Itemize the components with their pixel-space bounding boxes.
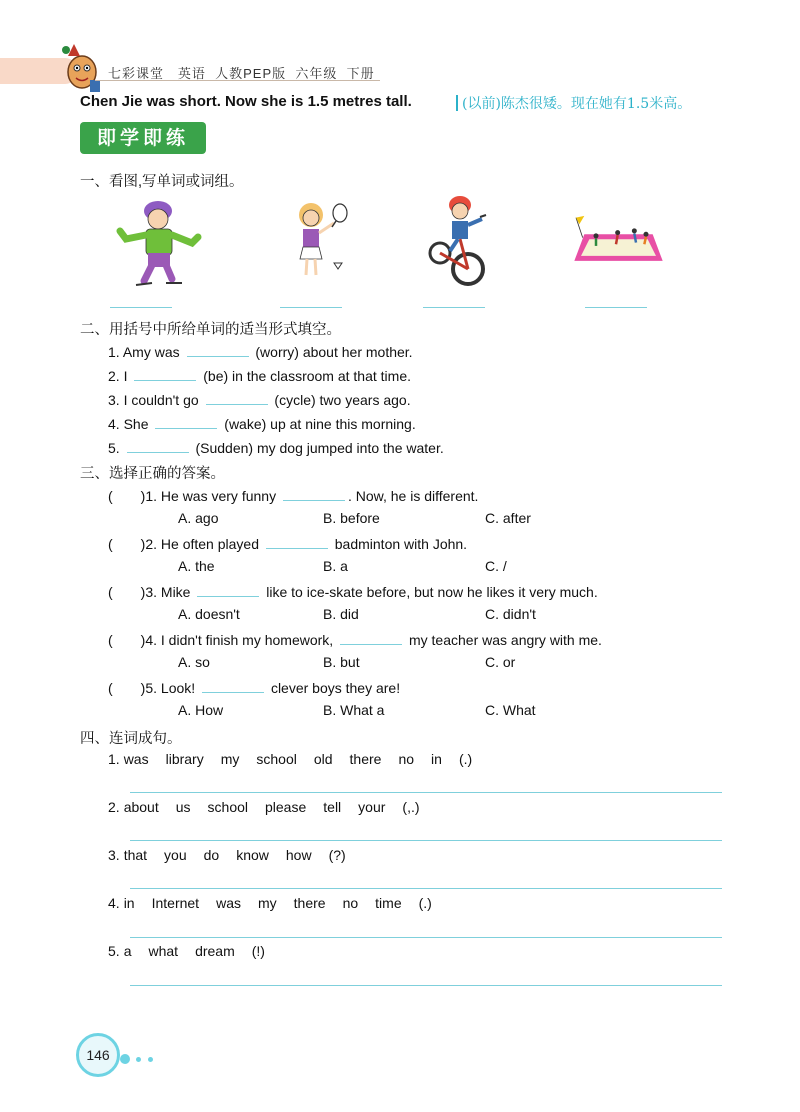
item-number: 3.	[108, 392, 120, 408]
choice-item-2	[108, 534, 467, 552]
answer-paren-open[interactable]: (	[108, 680, 113, 696]
option-b[interactable]: B. but	[323, 654, 360, 670]
item-text-after: clever boys they are!	[270, 680, 401, 696]
choice-item-3	[108, 582, 598, 600]
reorder-item-2	[108, 799, 437, 815]
item-number: 5.	[108, 440, 120, 456]
fill-blank[interactable]	[206, 390, 268, 405]
badminton-girl-icon	[276, 193, 376, 288]
item-text-before: Look!	[160, 680, 196, 696]
decor-dot	[148, 1057, 153, 1062]
item-text-after: (cycle) two years ago.	[274, 392, 411, 408]
option-a[interactable]: A. doesn't	[178, 606, 240, 622]
section4-title: 四、连词成句。	[80, 731, 182, 747]
word: do	[203, 847, 220, 863]
word: what	[148, 943, 179, 959]
cycling-boy-icon	[420, 193, 520, 288]
choice-item-1	[108, 486, 478, 504]
item-number: 5.	[108, 943, 120, 959]
option-c[interactable]: C. /	[485, 558, 507, 574]
decor-dot	[136, 1057, 141, 1062]
item-text-after: like to ice-skate before, but now he likes it very much.	[266, 584, 598, 600]
word: tell	[323, 799, 342, 815]
section3-title: 三、选择正确的答案。	[80, 466, 225, 482]
fill-blank[interactable]	[202, 678, 264, 693]
word: a	[123, 943, 132, 959]
word: library	[165, 751, 204, 767]
header-divider	[95, 80, 380, 81]
word: know	[236, 847, 269, 863]
item-text-after: badminton with John.	[334, 536, 468, 552]
word: my	[257, 895, 277, 911]
item-text-after: (be) in the classroom at that time.	[203, 368, 412, 384]
punctuation-hint: (.)	[458, 751, 473, 767]
answer-paren-open[interactable]: (	[108, 536, 113, 552]
fill-blank[interactable]	[283, 486, 345, 501]
word: in	[123, 895, 135, 911]
header-grade: 六年级	[295, 66, 338, 81]
item-text-before: He often played	[160, 536, 259, 552]
option-a[interactable]: A. ago	[178, 510, 219, 526]
choice-item-5	[108, 678, 400, 696]
item-text-before: I	[123, 368, 128, 384]
option-c[interactable]: C. What	[485, 702, 536, 718]
writing-line-1[interactable]	[130, 792, 722, 793]
fill-item-1	[108, 342, 413, 360]
word: was	[123, 751, 149, 767]
answer-paren-open[interactable]: (	[108, 584, 113, 600]
item-text-before: I didn't finish my homework,	[160, 632, 334, 648]
section2-title: 二、用括号中所给单词的适当形式填空。	[80, 322, 341, 338]
item-text-before: I couldn't go	[123, 392, 199, 408]
intro-divider	[456, 95, 458, 111]
reorder-item-3	[108, 847, 363, 863]
section1-title: 一、看图,写单词或词组。	[80, 174, 244, 190]
answer-paren-open[interactable]: (	[108, 488, 113, 504]
word: us	[175, 799, 191, 815]
item-number: 3.	[108, 847, 120, 863]
writing-line-5[interactable]	[130, 985, 722, 986]
word: about	[123, 799, 159, 815]
word: was	[216, 895, 241, 911]
answer-line-3[interactable]	[423, 307, 485, 308]
fill-blank[interactable]	[155, 414, 217, 429]
option-b[interactable]: B. What a	[323, 702, 385, 718]
item-text-before: He was very funny	[160, 488, 277, 504]
answer-line-1[interactable]	[110, 307, 172, 308]
word: please	[265, 799, 307, 815]
choice-item-4	[108, 630, 602, 648]
fill-item-4	[108, 414, 416, 432]
mascot-icon	[54, 40, 114, 95]
option-a[interactable]: A. so	[178, 654, 210, 670]
fill-blank[interactable]	[266, 534, 328, 549]
intro-english: Chen Jie was short. Now she is 1.5 metres tall.	[80, 93, 412, 110]
decor-dot	[120, 1054, 130, 1064]
fill-item-2	[108, 366, 411, 384]
word: my	[220, 751, 240, 767]
header-subject: 英语	[177, 66, 206, 81]
word: that	[123, 847, 148, 863]
item-text-after: (wake) up at nine this morning.	[224, 416, 416, 432]
item-number: 2.	[108, 799, 120, 815]
page-number: 146	[76, 1033, 120, 1077]
word: old	[313, 751, 333, 767]
reorder-item-1	[108, 751, 489, 767]
option-a[interactable]: A. the	[178, 558, 215, 574]
writing-line-2[interactable]	[130, 840, 722, 841]
item-number: 4.	[108, 416, 120, 432]
fill-blank[interactable]	[187, 342, 249, 357]
item-number: 1.	[108, 751, 120, 767]
writing-line-4[interactable]	[130, 937, 722, 938]
item-number: )3.	[140, 584, 158, 600]
item-number: 2.	[108, 368, 120, 384]
fill-blank[interactable]	[340, 630, 402, 645]
fill-blank[interactable]	[197, 582, 259, 597]
option-c[interactable]: C. or	[485, 654, 516, 670]
header-edition: 人教PEP版	[215, 66, 287, 81]
word: time	[375, 895, 402, 911]
word: there	[349, 751, 382, 767]
item-text-before: She	[123, 416, 149, 432]
fill-item-5	[108, 438, 444, 456]
item-number: )2.	[140, 536, 158, 552]
punctuation-hint: (.)	[418, 895, 432, 911]
word: in	[431, 751, 442, 767]
option-a[interactable]: A. How	[178, 702, 224, 718]
word: no	[398, 751, 415, 767]
item-number: )1.	[140, 488, 158, 504]
item-number: 4.	[108, 895, 120, 911]
item-text-after: (Sudden) my dog jumped into the water.	[195, 440, 444, 456]
practice-badge: 即学即练	[80, 122, 206, 154]
word: school	[207, 799, 248, 815]
item-text-before: Amy was	[122, 344, 180, 360]
item-text-after: my teacher was angry with me.	[408, 632, 602, 648]
header-volume: 下册	[346, 66, 375, 81]
fill-blank[interactable]	[134, 366, 196, 381]
word: Internet	[151, 895, 200, 911]
word: you	[164, 847, 187, 863]
word: how	[285, 847, 312, 863]
item-number: 1.	[108, 344, 120, 360]
fill-item-3	[108, 390, 411, 408]
running-track-icon	[566, 193, 666, 288]
writing-line-3[interactable]	[130, 888, 722, 889]
item-text-after: . Now, he is different.	[347, 488, 479, 504]
answer-paren-open[interactable]: (	[108, 632, 113, 648]
punctuation-hint: (,.)	[402, 799, 420, 815]
item-number: )4.	[140, 632, 158, 648]
item-text-before: Mike	[160, 584, 191, 600]
option-c[interactable]: C. didn't	[485, 606, 536, 622]
word: school	[256, 751, 297, 767]
option-c[interactable]: C. after	[485, 510, 531, 526]
intro-chinese: (以前)陈杰很矮。现在她有1.5米高。	[462, 96, 692, 112]
punctuation-hint: (!)	[251, 943, 265, 959]
word: there	[293, 895, 326, 911]
header-series: 七彩课堂	[108, 66, 165, 81]
punctuation-hint: (?)	[328, 847, 346, 863]
option-b[interactable]: B. before	[323, 510, 380, 526]
option-b[interactable]: B. a	[323, 558, 348, 574]
reorder-item-5	[108, 943, 282, 959]
fill-blank[interactable]	[127, 438, 189, 453]
option-b[interactable]: B. did	[323, 606, 359, 622]
item-number: )5.	[140, 680, 158, 696]
word: no	[342, 895, 359, 911]
item-text-after: (worry) about her mother.	[255, 344, 413, 360]
answer-line-4[interactable]	[585, 307, 647, 308]
reorder-item-4	[108, 895, 449, 911]
ice-skating-child-icon	[108, 193, 208, 288]
word: your	[358, 799, 386, 815]
answer-line-2[interactable]	[280, 307, 342, 308]
word: dream	[195, 943, 235, 959]
